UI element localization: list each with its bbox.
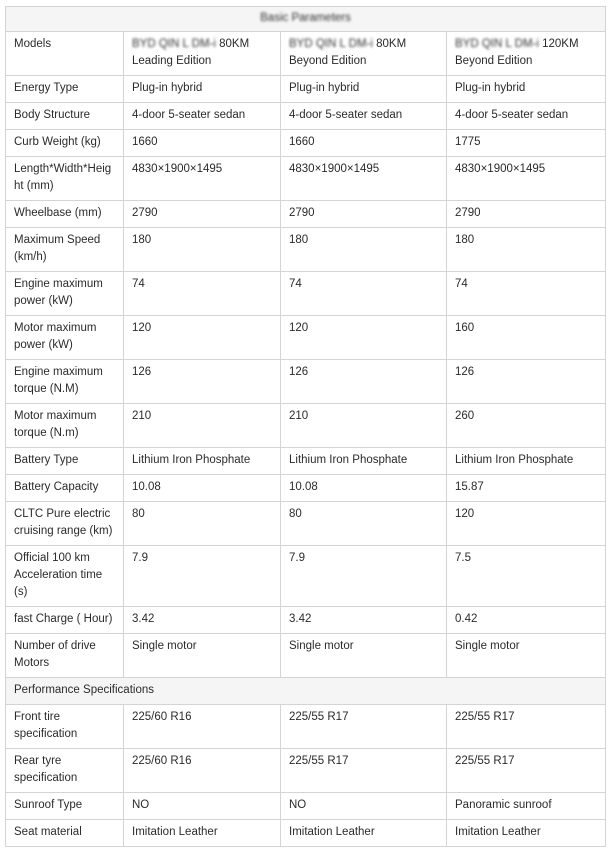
row-value: Lithium Iron Phosphate [447,448,606,475]
table-row [6,316,606,360]
model-range: 120KM [538,38,579,50]
row-value: 225/60 R16 [124,749,281,793]
row-value: 126 [124,360,281,404]
row-label: CLTC Pure electric cruising range (km) [6,502,124,546]
row-value: 1775 [447,130,606,157]
table-row [6,502,606,546]
spec-table-container [5,6,605,847]
model-edition: Leading Edition [132,55,212,67]
row-value: 126 [447,360,606,404]
models-label: Models [6,32,124,76]
row-value: 7.9 [124,546,281,607]
row-value: 74 [447,272,606,316]
row-value: Single motor [281,634,447,678]
model-edition: Beyond Edition [455,55,533,67]
table-title [6,7,606,32]
model-range: 80KM [372,38,407,50]
table-row [6,272,606,316]
row-label: Motor maximum power (kW) [6,316,124,360]
row-value: 4-door 5-seater sedan [124,103,281,130]
row-value: 2790 [124,201,281,228]
row-value: NO [281,793,447,820]
row-value: 74 [281,272,447,316]
table-header-row [6,7,606,32]
row-value: NO [124,793,281,820]
row-value: Plug-in hybrid [447,76,606,103]
row-value: 180 [124,228,281,272]
row-value: 80 [124,502,281,546]
row-value: Panoramic sunroof [447,793,606,820]
table-row [6,820,606,847]
model-cell [447,32,606,76]
row-label: Sunroof Type [6,793,124,820]
row-value: Plug-in hybrid [281,76,447,103]
row-value: 7.9 [281,546,447,607]
row-value: Imitation Leather [447,820,606,847]
row-value: 180 [281,228,447,272]
row-value: 7.5 [447,546,606,607]
table-row [6,404,606,448]
row-label: Seat material [6,820,124,847]
row-label: Front tire specification [6,705,124,749]
model-cell [124,32,281,76]
model-name-blurred: BYD QIN L DM-i [289,38,373,50]
row-label: Battery Capacity [6,475,124,502]
model-edition: Beyond Edition [289,55,367,67]
row-label: Wheelbase (mm) [6,201,124,228]
row-label: Energy Type [6,76,124,103]
row-label: Curb Weight (kg) [6,130,124,157]
row-value: 1660 [124,130,281,157]
row-value: 260 [447,404,606,448]
table-row [6,103,606,130]
table-title-text: Basic Parameters [260,12,351,24]
row-value: 210 [124,404,281,448]
row-value: 4-door 5-seater sedan [281,103,447,130]
row-label: Battery Type [6,448,124,475]
row-value: 225/60 R16 [124,705,281,749]
row-label: Engine maximum power (kW) [6,272,124,316]
table-row [6,157,606,201]
row-value: 210 [281,404,447,448]
table-row [6,130,606,157]
row-value: 3.42 [281,607,447,634]
row-value: 225/55 R17 [281,749,447,793]
row-value: Imitation Leather [124,820,281,847]
row-label: Maximum Speed (km/h) [6,228,124,272]
row-label: Rear tyre specification [6,749,124,793]
table-row [6,793,606,820]
row-value: 225/55 R17 [447,749,606,793]
section-header-row [6,678,606,705]
model-cell [281,32,447,76]
row-value: 126 [281,360,447,404]
row-value: 120 [447,502,606,546]
row-value: Lithium Iron Phosphate [281,448,447,475]
row-value: 120 [124,316,281,360]
row-value: 120 [281,316,447,360]
row-value: 180 [447,228,606,272]
table-row [6,705,606,749]
row-value: 10.08 [124,475,281,502]
table-row [6,475,606,502]
row-label: Motor maximum torque (N.m) [6,404,124,448]
spec-table [5,6,606,847]
row-label: Official 100 km Acceleration time (s) [6,546,124,607]
model-name-blurred: BYD QIN L DM-i [455,38,539,50]
row-value: 4830×1900×1495 [447,157,606,201]
model-name-blurred: BYD QIN L DM-i [132,38,216,50]
row-value: 160 [447,316,606,360]
row-label: Length*Width*Height (mm) [6,157,124,201]
table-row [6,634,606,678]
table-row [6,228,606,272]
section-title: Performance Specifications [6,678,606,705]
models-row [6,32,606,76]
table-row [6,76,606,103]
table-row [6,201,606,228]
row-value: 4830×1900×1495 [124,157,281,201]
model-range: 80KM [215,38,250,50]
row-label: Body Structure [6,103,124,130]
table-row [6,749,606,793]
table-row [6,607,606,634]
row-value: 225/55 R17 [447,705,606,749]
row-value: 80 [281,502,447,546]
row-value: 3.42 [124,607,281,634]
table-row [6,360,606,404]
table-row [6,546,606,607]
row-value: 10.08 [281,475,447,502]
row-value: 1660 [281,130,447,157]
row-value: Imitation Leather [281,820,447,847]
row-value: Plug-in hybrid [124,76,281,103]
row-label: fast Charge ( Hour) [6,607,124,634]
row-label: Engine maximum torque (N.M) [6,360,124,404]
row-value: 4-door 5-seater sedan [447,103,606,130]
row-value: 74 [124,272,281,316]
row-value: 2790 [447,201,606,228]
row-value: 225/55 R17 [281,705,447,749]
row-value: Single motor [124,634,281,678]
table-row [6,448,606,475]
row-label: Number of drive Motors [6,634,124,678]
row-value: Single motor [447,634,606,678]
row-value: 4830×1900×1495 [281,157,447,201]
row-value: 2790 [281,201,447,228]
row-value: Lithium Iron Phosphate [124,448,281,475]
row-value: 15.87 [447,475,606,502]
row-value: 0.42 [447,607,606,634]
